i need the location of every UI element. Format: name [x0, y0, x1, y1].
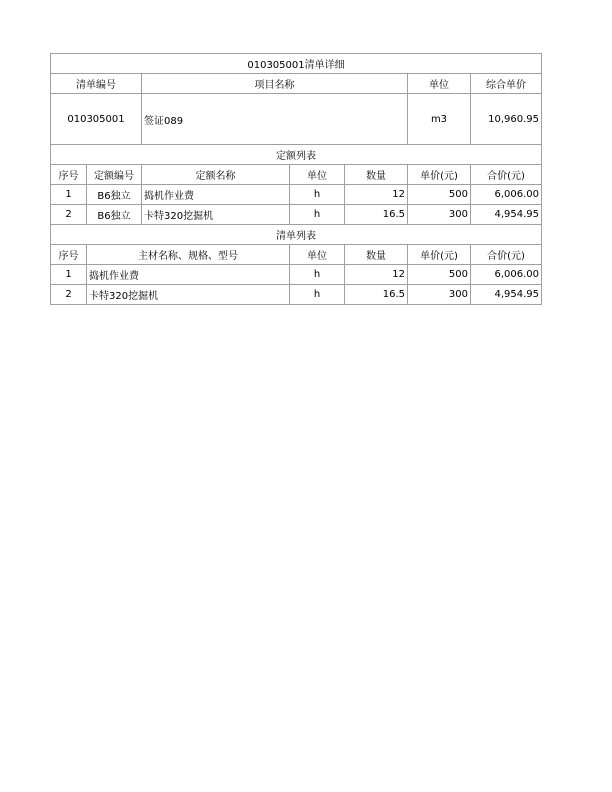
bill-row	[51, 94, 542, 145]
bill-header-row	[51, 74, 542, 94]
material-header: 合价(元)	[471, 245, 542, 265]
quota-qty: 16.5	[345, 205, 408, 225]
material-total: 4,954.95	[471, 285, 542, 305]
material-header: 数量	[345, 245, 408, 265]
quota-header: 序号	[51, 165, 87, 185]
quota-unit: h	[290, 205, 345, 225]
material-name: 卡特320挖掘机	[87, 285, 290, 305]
quota-header: 定额编号	[87, 165, 142, 185]
material-header-row	[51, 245, 542, 265]
material-header: 序号	[51, 245, 87, 265]
material-row	[51, 265, 542, 285]
material-row	[51, 285, 542, 305]
material-header: 主材名称、规格、型号	[87, 245, 290, 265]
quota-header: 单价(元)	[408, 165, 471, 185]
quota-code: B6独立	[87, 205, 142, 225]
bill-detail-table	[50, 53, 542, 305]
material-price: 300	[408, 285, 471, 305]
quota-price: 500	[408, 185, 471, 205]
quota-qty: 12	[345, 185, 408, 205]
material-no: 2	[51, 285, 87, 305]
material-unit: h	[290, 285, 345, 305]
quota-row	[51, 205, 542, 225]
quota-header: 数量	[345, 165, 408, 185]
header-unit: 单位	[408, 74, 471, 94]
material-total: 6,006.00	[471, 265, 542, 285]
header-item-name: 项目名称	[142, 74, 408, 94]
header-bill-code: 清单编号	[51, 74, 142, 94]
quota-code: B6独立	[87, 185, 142, 205]
quota-total: 4,954.95	[471, 205, 542, 225]
bill-unit-price: 10,960.95	[471, 94, 542, 145]
quota-row	[51, 185, 542, 205]
material-no: 1	[51, 265, 87, 285]
quota-total: 6,006.00	[471, 185, 542, 205]
quota-price: 300	[408, 205, 471, 225]
quota-header: 定额名称	[142, 165, 290, 185]
material-name: 捣机作业费	[87, 265, 290, 285]
quota-unit: h	[290, 185, 345, 205]
material-header: 单位	[290, 245, 345, 265]
quota-header: 单位	[290, 165, 345, 185]
material-qty: 12	[345, 265, 408, 285]
material-qty: 16.5	[345, 285, 408, 305]
bill-name: 签证089	[142, 94, 408, 145]
material-header: 单价(元)	[408, 245, 471, 265]
bill-unit: m3	[408, 94, 471, 145]
material-unit: h	[290, 265, 345, 285]
quota-name: 捣机作业费	[142, 185, 290, 205]
quota-header-row	[51, 165, 542, 185]
quota-no: 1	[51, 185, 87, 205]
quota-no: 2	[51, 205, 87, 225]
header-unit-price: 综合单价	[471, 74, 542, 94]
material-section-title: 清单列表	[51, 225, 542, 245]
quota-header: 合价(元)	[471, 165, 542, 185]
quota-name: 卡特320挖掘机	[142, 205, 290, 225]
table-title: 010305001清单详细	[51, 54, 542, 74]
quota-section-title: 定额列表	[51, 145, 542, 165]
bill-code: 010305001	[51, 94, 142, 145]
material-price: 500	[408, 265, 471, 285]
